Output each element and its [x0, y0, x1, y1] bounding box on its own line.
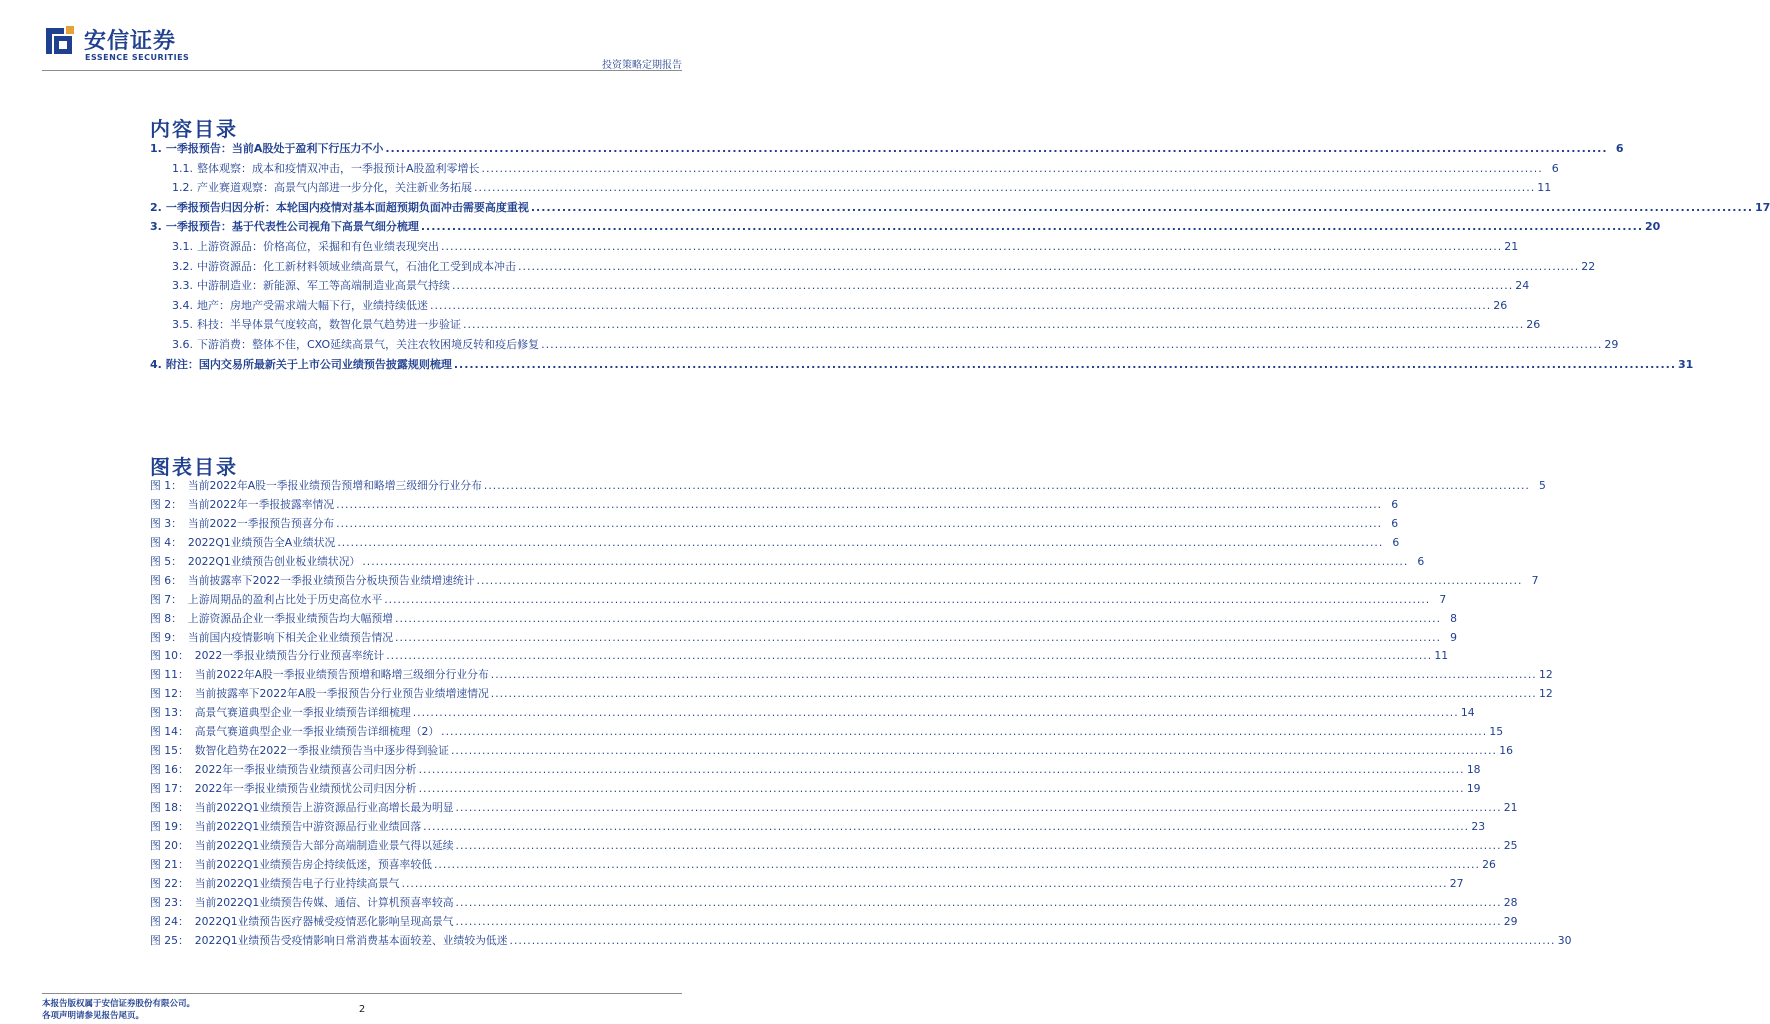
figure-entry-number: 图 22：: [150, 876, 189, 890]
figure-entry-page: 26: [1482, 857, 1496, 871]
figure-entry-title: 当前2022年A股一季报业绩预告预增和略增三级细分行业分布: [187, 479, 482, 492]
figure-entry[interactable]: [150, 800, 1518, 819]
figure-entry-text: [150, 857, 432, 872]
figure-entry-title: 上游资源品企业一季报业绩预告均大幅预增: [187, 611, 394, 625]
dot-leader: [510, 934, 1556, 947]
figure-entry[interactable]: [150, 743, 1513, 762]
dot-leader: [419, 763, 1465, 776]
copyright-line-2: 各项声明请参见报告尾页。: [42, 1011, 145, 1021]
toc-entry-title: 中游资源品：化工新材料领域业绩高景气，石油化工受到成本冲击: [197, 259, 516, 273]
figure-entry-text: [150, 630, 393, 645]
figure-entry-text: [150, 535, 335, 550]
figure-entry-text: [150, 724, 439, 739]
report-type: 投资策略定期报告: [602, 60, 682, 71]
figure-entry-text: [150, 876, 400, 891]
toc-entry-text: [150, 140, 383, 156]
toc-entry-number: 3.4.: [172, 298, 193, 312]
toc-entry-page: 24: [1515, 279, 1530, 293]
figure-entry[interactable]: [150, 592, 1447, 611]
dot-leader: [518, 260, 1579, 273]
toc-entry-number: 1.2.: [172, 181, 193, 195]
toc-entry-number: 1.: [150, 142, 162, 155]
toc-entry-text: [172, 238, 439, 254]
dot-leader: [441, 240, 1502, 253]
figure-entry-page: 23: [1471, 819, 1486, 833]
figure-entry-number: 图 1：: [150, 479, 182, 492]
figure-entry-title: 当前2022Q1业绩预告大部分高端制造业景气得以延续: [194, 838, 454, 852]
figure-entry-number: 图 16：: [150, 763, 189, 777]
figure-entry-text: [150, 781, 417, 796]
figure-entry[interactable]: [150, 667, 1553, 686]
figure-entry-text: [150, 743, 449, 758]
toc-entry-title: 中游制造业：新能源、军工等高端制造业高景气持续: [197, 279, 450, 293]
figure-entry-page: 16: [1499, 744, 1513, 758]
figure-entry-number: 图 7：: [150, 592, 182, 606]
toc-entry-text: [172, 336, 539, 352]
toc-entry-text: [172, 258, 516, 274]
dot-leader: [419, 782, 1465, 795]
figure-entry-page: 6: [1417, 554, 1425, 568]
figure-entry-page: 7: [1531, 573, 1539, 587]
figure-entry-number: 图 3：: [150, 516, 182, 530]
figure-entry[interactable]: [150, 516, 1399, 535]
figure-entry-page: 15: [1489, 725, 1504, 739]
dot-leader: [452, 279, 1513, 292]
figure-entry[interactable]: [150, 554, 1425, 573]
dot-leader: [395, 612, 1441, 625]
figure-list-title: 图表目录: [150, 455, 238, 479]
figure-entry-page: 27: [1449, 876, 1464, 890]
figure-entry-number: 图 25：: [150, 933, 189, 947]
dot-leader: [423, 820, 1469, 833]
figure-entry-page: 9: [1450, 630, 1458, 644]
toc-entry-page: 31: [1678, 357, 1694, 371]
figure-entry-text: [150, 819, 421, 834]
figure-entry-number: 图 12：: [150, 687, 189, 701]
figure-entry-text: [150, 516, 334, 531]
dot-leader: [430, 299, 1491, 312]
figure-entry-number: 图 4：: [150, 535, 182, 549]
figure-entry-page: 18: [1466, 763, 1481, 777]
toc-entry-title: 一季报预告：基于代表性公司视角下高景气细分梳理: [165, 220, 419, 234]
figure-entry-title: 当前2022Q1业绩预告传媒、通信、计算机预喜率较高: [194, 895, 454, 909]
toc-entry[interactable]: [150, 297, 1508, 317]
toc-entry-page: 22: [1581, 259, 1596, 273]
toc-entry-number: 3.: [150, 220, 162, 234]
figure-entry-title: 当前披露率下2022一季报业绩预告分板块预告业绩增速统计: [187, 573, 475, 587]
figure-entry-text: [150, 705, 411, 720]
figure-entry-number: 图 8：: [150, 611, 182, 625]
figure-entry[interactable]: [150, 914, 1518, 933]
figure-entry-text: [150, 686, 489, 701]
toc-entry-page: 21: [1504, 239, 1519, 253]
toc-entry[interactable]: [150, 238, 1519, 258]
figure-entry-number: 图 14：: [150, 725, 189, 739]
dot-leader: [463, 318, 1524, 331]
toc-entry-text: [150, 218, 419, 234]
figure-entry-title: 当前2022Q1业绩预告上游资源品行业高增长最为明显: [194, 800, 454, 814]
toc-entry-number: 3.1.: [172, 239, 193, 253]
toc-entry-page: 20: [1645, 220, 1661, 234]
dot-leader: [362, 555, 1408, 568]
toc-entry[interactable]: [150, 160, 1559, 180]
figure-entry-number: 图 10：: [150, 649, 189, 663]
figure-entry[interactable]: [150, 573, 1539, 592]
company-logo-icon: [42, 24, 76, 58]
toc-entry[interactable]: [150, 316, 1541, 336]
figure-entry-title: 2022Q1业绩预告创业板业绩状况）: [187, 554, 361, 568]
figure-entry-number: 图 5：: [150, 554, 182, 568]
figure-entry-page: 5: [1539, 479, 1546, 492]
figure-entry-page: 12: [1538, 668, 1553, 682]
figure-entry-title: 高景气赛道典型企业一季报业绩预告详细梳理（2）: [194, 725, 440, 739]
toc-entry-title: 一季报预告归因分析：本轮国内疫情对基本面超预期负面冲击需要高度重视: [165, 200, 529, 214]
figure-entry-number: 图 17：: [150, 782, 189, 795]
toc-entry-page: 6: [1615, 142, 1624, 155]
toc-entry-number: 3.6.: [172, 337, 193, 351]
dot-leader: [482, 162, 1543, 175]
figure-entry-title: 当前2022Q1业绩预告中游资源品行业业绩回落: [194, 819, 422, 833]
figure-entry-page: 28: [1503, 895, 1518, 909]
dot-leader: [491, 668, 1537, 681]
toc-entry[interactable]: [150, 218, 1661, 238]
figure-entry-title: 高景气赛道典型企业一季报业绩预告详细梳理: [194, 706, 411, 720]
figure-entry-title: 数智化趋势在2022一季报业绩预告当中逐步得到验证: [194, 744, 449, 758]
figure-entry-title: 当前国内疫情影响下相关企业业绩预告情况: [187, 630, 394, 644]
toc-entry-number: 3.3.: [172, 279, 193, 293]
figure-entry[interactable]: [150, 838, 1518, 857]
dot-leader: [434, 858, 1480, 871]
figure-entry[interactable]: [150, 819, 1486, 838]
table-of-contents: [150, 140, 1770, 375]
figure-entry-number: 图 13：: [150, 706, 189, 720]
toc-entry-title: 科技：半导体景气度较高，数智化景气趋势进一步验证: [197, 318, 461, 332]
toc-entry-text: [172, 297, 428, 313]
figure-entry-text: [150, 914, 454, 929]
toc-entry-text: [150, 356, 452, 372]
dot-leader: [456, 839, 1502, 852]
figure-entry-number: 图 18：: [150, 800, 189, 814]
dot-leader: [336, 498, 1382, 511]
figure-entry[interactable]: [150, 630, 1458, 649]
figure-entry-text: [150, 592, 382, 607]
figure-entry[interactable]: [150, 648, 1449, 667]
figure-entry-page: 6: [1392, 535, 1400, 549]
figure-entry[interactable]: [150, 497, 1399, 516]
figure-entry-title: 2022Q1业绩预告受疫情影响日常消费基本面较差、业绩较为低迷: [194, 933, 508, 947]
toc-entry[interactable]: [150, 356, 1694, 376]
figure-entry-number: 图 6：: [150, 573, 182, 587]
figure-entry-page: 30: [1557, 933, 1572, 947]
figure-entry-number: 图 15：: [150, 744, 189, 758]
figure-entry[interactable]: [150, 895, 1518, 914]
figure-entry-text: [150, 478, 482, 493]
dot-leader: [384, 593, 1430, 606]
toc-entry-title: 一季报预告：当前A股处于盈利下行压力不小: [165, 142, 384, 155]
figure-entry[interactable]: [150, 611, 1458, 630]
figure-entry[interactable]: [150, 876, 1464, 895]
figure-entry[interactable]: [150, 762, 1481, 781]
dot-leader: [386, 649, 1432, 662]
figure-entry-number: 图 11：: [150, 668, 189, 682]
figure-entry-title: 当前2022一季报预告预喜分布: [187, 516, 335, 530]
figure-entry-title: 2022一季报业绩预告分行业预喜率统计: [194, 649, 385, 663]
toc-entry-number: 2.: [150, 200, 162, 214]
figure-entry-title: 2022Q1业绩预告全A业绩状况: [187, 535, 336, 549]
figure-entry[interactable]: [150, 686, 1553, 705]
figure-entry-text: [150, 573, 475, 588]
toc-entry-title: 产业赛道观察：高景气内部进一步分化，关注新业务拓展: [197, 181, 472, 195]
figure-entry[interactable]: [150, 857, 1496, 876]
figure-entry-text: [150, 554, 360, 569]
figure-entry-number: 图 20：: [150, 838, 189, 852]
copyright-line-1: 本报告版权属于安信证券股份有限公司。: [42, 999, 196, 1009]
figure-entry-title: 当前披露率下2022年A股一季报预告分行业预告业绩增速情况: [194, 687, 489, 701]
figure-entry-title: 当前2022Q1业绩预告电子行业持续高景气: [194, 876, 400, 890]
figure-entry-title: 2022年一季报业绩预告业绩预喜公司归因分析: [194, 763, 417, 777]
figure-entry[interactable]: [150, 933, 1572, 952]
figure-entry-page: 29: [1503, 914, 1518, 928]
dot-leader: [491, 687, 1537, 700]
dot-leader: [484, 479, 1530, 492]
toc-entry-title: 下游消费：整体不佳，CXO延续高景气，关注农牧困境反转和疫后修复: [197, 337, 540, 351]
dot-leader: [451, 744, 1497, 757]
figure-entry-page: 7: [1439, 592, 1447, 606]
figure-entry-title: 当前2022Q1业绩预告房企持续低迷，预喜率较低: [194, 857, 432, 871]
toc-entry-number: 4.: [150, 357, 162, 371]
toc-entry-page: 6: [1551, 161, 1559, 175]
figure-entry-number: 图 9：: [150, 630, 182, 644]
toc-entry[interactable]: [150, 179, 1552, 199]
figure-entry-text: [150, 838, 454, 853]
figure-entry[interactable]: [150, 705, 1475, 724]
toc-entry-text: [172, 316, 461, 332]
figure-entry-page: 6: [1391, 497, 1399, 511]
figure-entry-page: 19: [1466, 782, 1481, 795]
figure-entry-title: 2022年一季报业绩预告业绩预忧公司归因分析: [194, 782, 417, 795]
toc-entry-title: 上游资源品：价格高位，采掘和有色业绩表现突出: [197, 239, 439, 253]
figure-entry-text: [150, 895, 454, 910]
figure-list: [150, 478, 1572, 951]
header-divider: [42, 70, 682, 71]
figure-entry-title: 2022Q1业绩预告医疗器械受疫情恶化影响呈现高景气: [194, 914, 454, 928]
toc-entry[interactable]: [150, 140, 1624, 160]
toc-entry-page: 17: [1755, 200, 1770, 214]
figure-entry-number: 图 21：: [150, 857, 189, 871]
toc-entry-number: 3.5.: [172, 318, 193, 332]
dot-leader: [456, 896, 1502, 909]
dot-leader: [385, 142, 1607, 155]
figure-entry-number: 图 23：: [150, 895, 189, 909]
toc-entry[interactable]: [150, 199, 1770, 219]
figure-entry-text: [150, 800, 454, 815]
page-number: 2: [358, 1004, 366, 1015]
figure-entry-text: [150, 933, 508, 948]
dot-leader: [456, 801, 1502, 814]
figure-entry-number: 图 2：: [150, 497, 182, 511]
toc-entry-page: 11: [1537, 181, 1552, 195]
figure-entry-text: [150, 667, 489, 682]
figure-entry-page: 8: [1450, 611, 1458, 625]
figure-entry-title: 上游周期品的盈利占比处于历史高位水平: [187, 592, 383, 606]
toc-entry-number: 1.1.: [172, 161, 193, 175]
toc-title: 内容目录: [150, 117, 238, 141]
page-header: [0, 0, 724, 70]
figure-entry-title: 当前2022年A股一季报业绩预告预增和略增三级细分行业分布: [194, 668, 489, 682]
dot-leader: [454, 358, 1676, 371]
figure-entry[interactable]: [150, 781, 1481, 800]
figure-entry-title: 当前2022年一季报披露率情况: [187, 497, 335, 511]
figure-entry-page: 21: [1503, 800, 1518, 814]
figure-entry-text: [150, 611, 393, 626]
brand-name-en: ESSENCE SECURITIES: [85, 53, 190, 62]
figure-entry-number: 图 19：: [150, 819, 189, 833]
dot-leader: [337, 536, 1383, 549]
figure-entry-text: [150, 497, 334, 512]
dot-leader: [441, 725, 1487, 738]
dot-leader: [336, 517, 1382, 530]
toc-entry-text: [150, 199, 529, 215]
toc-entry-page: 26: [1526, 318, 1541, 332]
toc-entry-text: [172, 277, 450, 293]
toc-entry[interactable]: [150, 258, 1596, 278]
figure-entry[interactable]: [150, 724, 1504, 743]
toc-entry-text: [172, 160, 480, 176]
toc-entry-page: 29: [1604, 337, 1619, 351]
figure-entry-page: 12: [1538, 687, 1553, 701]
toc-entry-title: 地产：房地产受需求端大幅下行，业绩持续低迷: [197, 298, 428, 312]
dot-leader: [541, 338, 1602, 351]
figure-entry-text: [150, 648, 384, 663]
footer-divider: [42, 993, 682, 994]
figure-entry[interactable]: [150, 478, 1546, 497]
dot-leader: [477, 574, 1523, 587]
brand-name-cn: 安信证券: [84, 29, 177, 54]
toc-entry-title: 整体观察：成本和疫情双冲击，一季报预计A股盈利零增长: [197, 161, 480, 175]
figure-entry-page: 6: [1391, 516, 1399, 530]
toc-entry-page: 26: [1493, 298, 1508, 312]
dot-leader: [421, 220, 1643, 233]
toc-entry-number: 3.2.: [172, 259, 193, 273]
figure-entry[interactable]: [150, 535, 1400, 554]
toc-entry[interactable]: [150, 336, 1619, 356]
dot-leader: [474, 181, 1535, 194]
dot-leader: [456, 915, 1502, 928]
toc-entry-title: 附注：国内交易所最新关于上市公司业绩预告披露规则梳理: [165, 357, 452, 371]
figure-entry-page: 25: [1503, 838, 1518, 852]
dot-leader: [395, 631, 1441, 644]
figure-entry-page: 14: [1460, 706, 1475, 720]
toc-entry-text: [172, 179, 472, 195]
figure-entry-page: 11: [1434, 649, 1449, 663]
figure-entry-text: [150, 762, 417, 777]
dot-leader: [402, 877, 1448, 890]
dot-leader: [531, 201, 1753, 214]
figure-entry-number: 图 24：: [150, 914, 189, 928]
toc-entry[interactable]: [150, 277, 1530, 297]
dot-leader: [413, 706, 1459, 719]
